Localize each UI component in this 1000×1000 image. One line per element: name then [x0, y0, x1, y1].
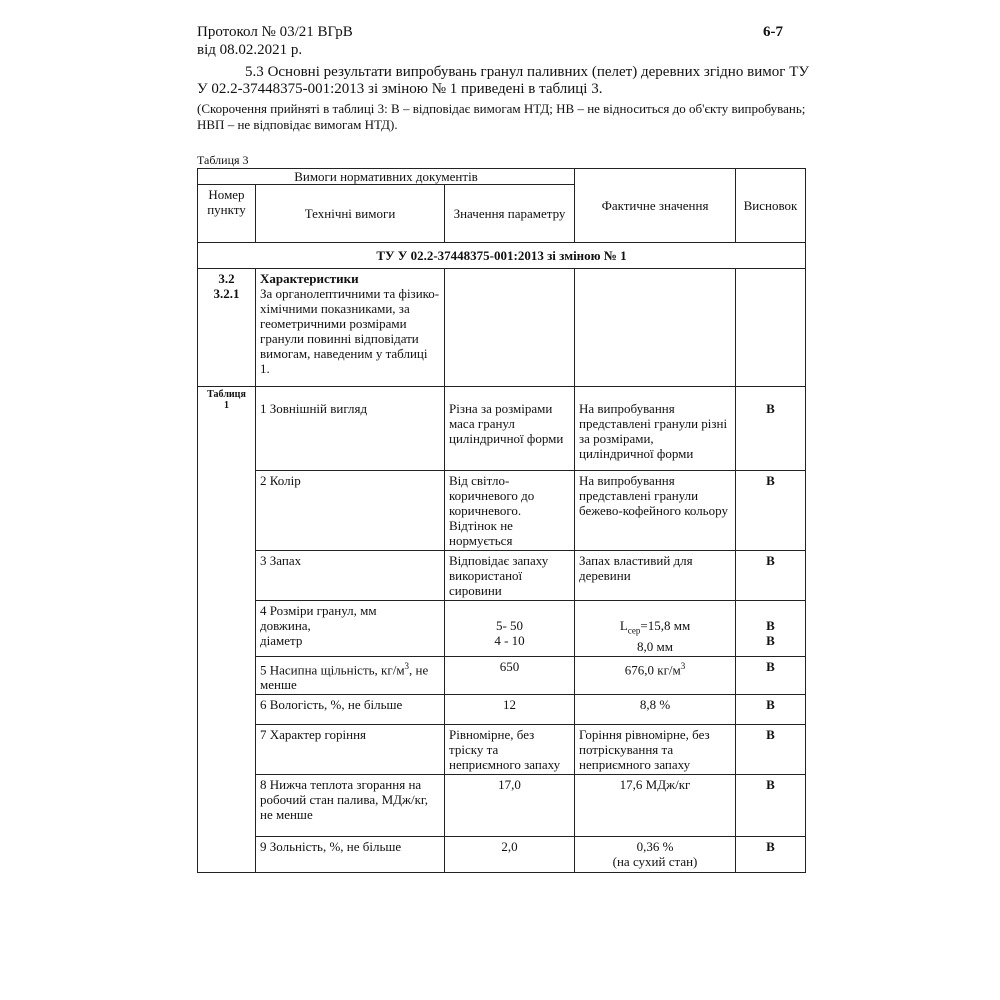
subtable-ref-number: 1 [224, 400, 229, 411]
conclusion-cell: В [736, 724, 806, 774]
col-header-number: Номер пункту [198, 185, 256, 243]
col-header-conclusion: Висновок [736, 169, 806, 243]
dims-length-label: довжина, [260, 618, 311, 633]
table-caption: Таблиця 3 [197, 153, 249, 167]
section-cell [256, 269, 445, 387]
table-row [198, 774, 806, 836]
fact-cell: На випробування представлені гранули різні за розмірами, циліндричної форми [575, 387, 736, 471]
col-header-requirement: Технічні вимоги [256, 185, 445, 243]
section-row [198, 269, 806, 387]
conclusion-cell: В [736, 387, 806, 471]
table-row [198, 551, 806, 601]
conclusion-cell: В [736, 471, 806, 551]
section-number [198, 269, 256, 387]
table-row [198, 656, 806, 694]
dims-length-fact: $L_{сер}=15,8$ мм [619, 618, 691, 636]
standard-title: ТУ У 02.2-37448375-001:2013 зі зміною № 1 [198, 243, 806, 269]
parameter-cell: 12 [445, 694, 575, 724]
parameter-cell: 17,0 [445, 774, 575, 836]
requirement-cell: 6 Вологість, %, не більше [256, 694, 445, 724]
dims-diameter-fact: 8,0 мм [637, 638, 673, 654]
table-row [198, 694, 806, 724]
protocol-date: від 08.02.2021 р. [197, 42, 303, 58]
dims-diameter-param: 4 - 10 [494, 633, 525, 648]
table-row [198, 836, 806, 872]
conclusion-cell: В [736, 774, 806, 836]
standard-row [198, 243, 806, 269]
requirements-group-header: Вимоги нормативних документів [198, 169, 575, 185]
requirement-cell: 9 Зольність, %, не більше [256, 836, 445, 872]
parameter-cell: 650 [445, 656, 575, 694]
conclusion-cell: В В [736, 601, 806, 657]
ash-fact-note: (на сухий стан) [612, 853, 698, 869]
dims-title: 4 Розміри гранул, мм [260, 603, 377, 618]
requirement-cell: 1 Зовнішній вигляд [256, 387, 445, 471]
section-title: Характеристики [260, 271, 359, 286]
table-row [198, 724, 806, 774]
protocol-number: Протокол № 03/21 ВГрВ [197, 24, 353, 40]
results-table [197, 168, 806, 873]
subtable-ref [198, 387, 256, 873]
subtable-ref-label: Таблиця [207, 389, 246, 400]
fact-cell: Горіння рівномірне, без потріскування та неприємного запаху [575, 724, 736, 774]
requirement-cell: 5 Насипна щільність, $кг/м^3$, не менше [256, 656, 445, 694]
requirement-cell: 3 Запах [256, 551, 445, 601]
requirement-cell: 7 Характер горіння [256, 724, 445, 774]
conclusion-cell: В [736, 694, 806, 724]
table-row [198, 471, 806, 551]
fact-cell: На випробування представлені гранули бежево-кофейного кольору [575, 471, 736, 551]
conclusion-cell: В [736, 656, 806, 694]
requirement-cell: 8 Нижча теплота згорання на робочий стан палива, МДж/кг, не менше [256, 774, 445, 836]
conclusion-cell: В [736, 551, 806, 601]
dims-length-param: 5- 50 [495, 618, 524, 633]
table-header-row [198, 169, 806, 185]
parameter-cell: 2,0 [445, 836, 575, 872]
fact-cell [575, 601, 736, 657]
section-number-1: 3.2 [218, 271, 235, 286]
parameter-cell [445, 601, 575, 657]
fact-cell [575, 836, 736, 872]
col-header-fact: Фактичне значення [575, 169, 736, 243]
fact-cell: 676,0 $кг/м^3$ [575, 656, 736, 694]
fact-cell: 8,8 % [575, 694, 736, 724]
table-row-dimensions [198, 601, 806, 657]
requirement-cell [256, 601, 445, 657]
table-row [198, 387, 806, 471]
parameter-cell: Від світло-коричневого до коричневого. Відтінок не нормується [445, 471, 575, 551]
col-header-parameter: Значення параметру [445, 185, 575, 243]
dims-diameter-label: діаметр [260, 633, 303, 648]
parameter-cell: Рівномірне, без тріску та неприємного запаху [445, 724, 575, 774]
intro-paragraph: 5.3 Основні результати випробувань гранул паливних (пелет) деревних згідно вимог ТУ У 02.2-37448375-001:2013 зі зміною № 1 приведені в таблиці 3. [197, 64, 809, 97]
section-number-2: 3.2.1 [213, 286, 240, 301]
parameter-cell: Різна за розмірами маса гранул циліндричної форми [445, 387, 575, 471]
section-text: За органолептичними та фізико-хімічними показниками, за геометричними розмірами гранули повинні відповідати вимогам, наведеним у таблиці 1. [260, 286, 440, 376]
requirement-cell: 2 Колір [256, 471, 445, 551]
abbreviation-note: (Скорочення прийняті в таблиці 3: В – відповідає вимогам НТД; НВ – не відноситься до об'єкту випробувань; НВП – не відповідає вимогам НТД). [197, 101, 806, 132]
page-number: 6-7 [763, 24, 783, 40]
parameter-cell: Відповідає запаху використаної сировини [445, 551, 575, 601]
fact-cell: 17,6 МДж/кг [575, 774, 736, 836]
ash-fact-value: 0,36 % [636, 838, 674, 854]
fact-cell: Запах властивий для деревини [575, 551, 736, 601]
conclusion-cell: В [736, 836, 806, 872]
